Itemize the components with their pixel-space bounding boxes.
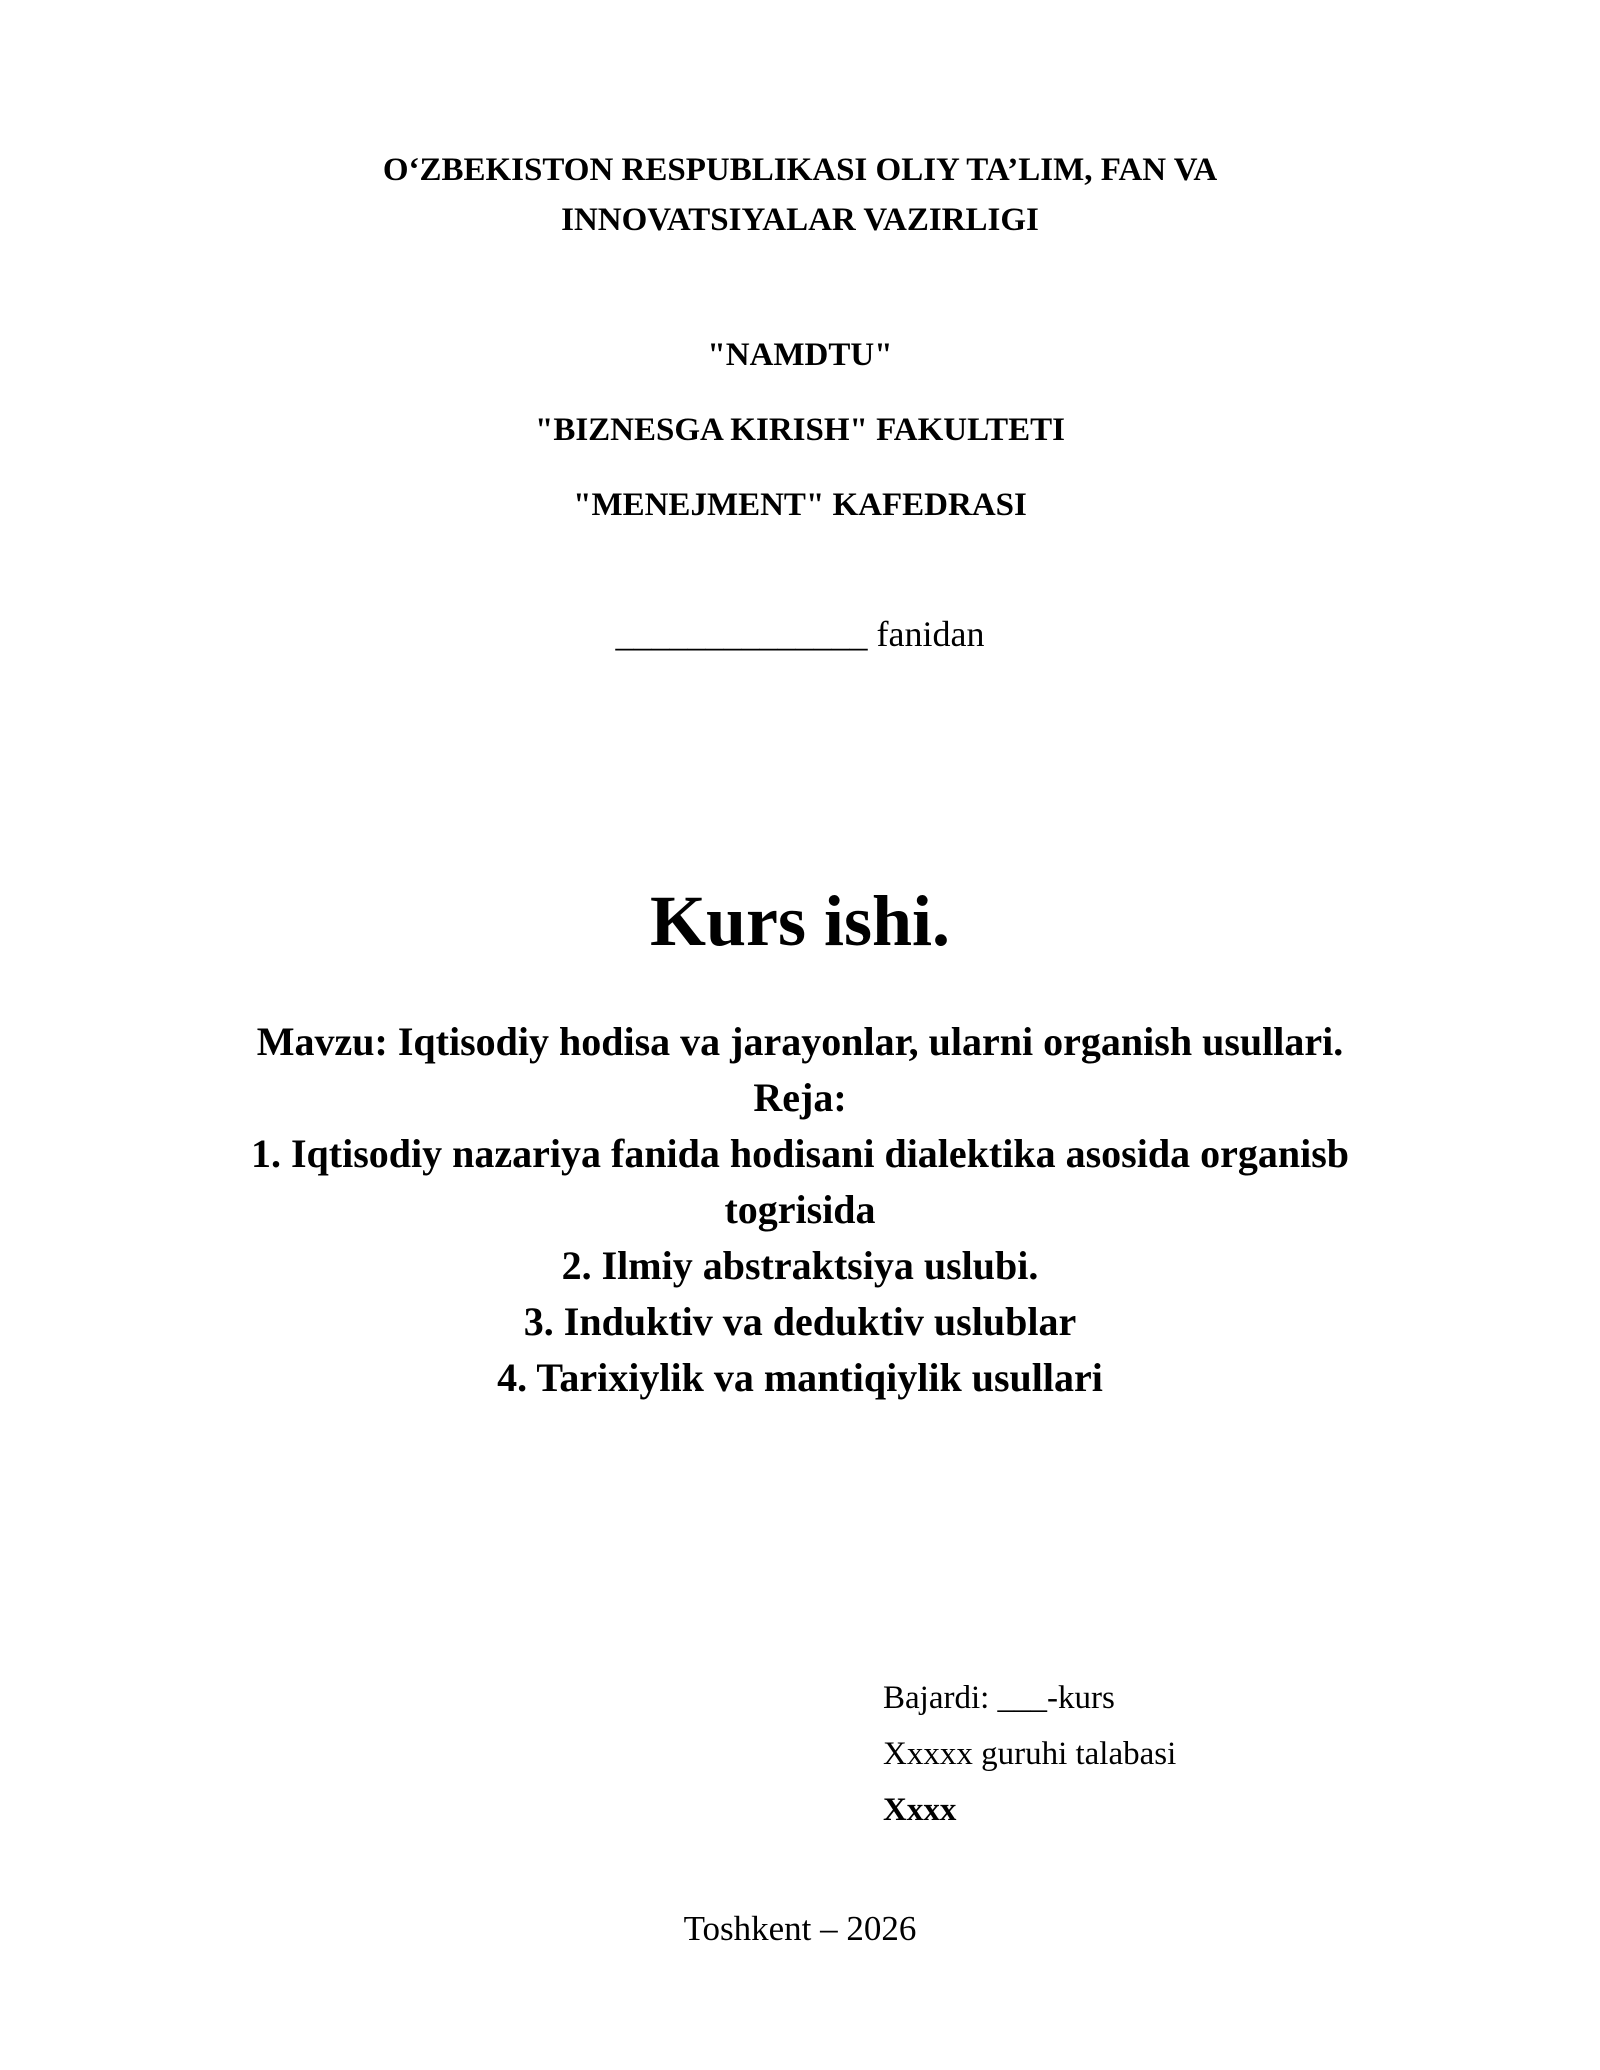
- city-year: Toshkent – 2026: [683, 1909, 917, 1948]
- plan-item-3: 3. Induktiv va deduktiv uslublar: [523, 1299, 1077, 1344]
- student-name: Xxxx: [883, 1792, 957, 1828]
- plan-heading: Reja:: [753, 1075, 847, 1120]
- university-name: "NAMDTU": [707, 337, 893, 373]
- document-title: Kurs ishi.: [649, 881, 951, 961]
- ministry-name-line2: INNOVATSIYALAR VAZIRLIGI: [561, 202, 1039, 238]
- ministry-name-line1: O‘ZBEKISTON RESPUBLIKASI OLIY TA’LIM, FAN VA: [382, 152, 1218, 188]
- plan-item-4: 4. Tarixiylik va mantiqiylik usullari: [497, 1355, 1103, 1400]
- plan-item-1-line2: togrisida: [724, 1187, 876, 1232]
- plan-item-2: 2. Ilmiy abstraktsiya uslubi.: [561, 1243, 1039, 1288]
- department-name: "MENEJMENT" KAFEDRASI: [573, 487, 1027, 523]
- plan-item-1-line1: 1. Iqtisodiy nazariya fanida hodisani dialektika asosida organisb: [250, 1131, 1350, 1176]
- faculty-name: "BIZNESGA KIRISH" FAKULTETI: [535, 412, 1065, 448]
- group-line: Xxxxx guruhi talabasi: [883, 1736, 1177, 1772]
- topic-line: Mavzu: Iqtisodiy hodisa va jarayonlar, ularni organish usullari.: [256, 1019, 1344, 1064]
- subject-line: ______________ fanidan: [615, 614, 985, 654]
- performed-by-line: Bajardi: ___-kurs: [883, 1680, 1115, 1716]
